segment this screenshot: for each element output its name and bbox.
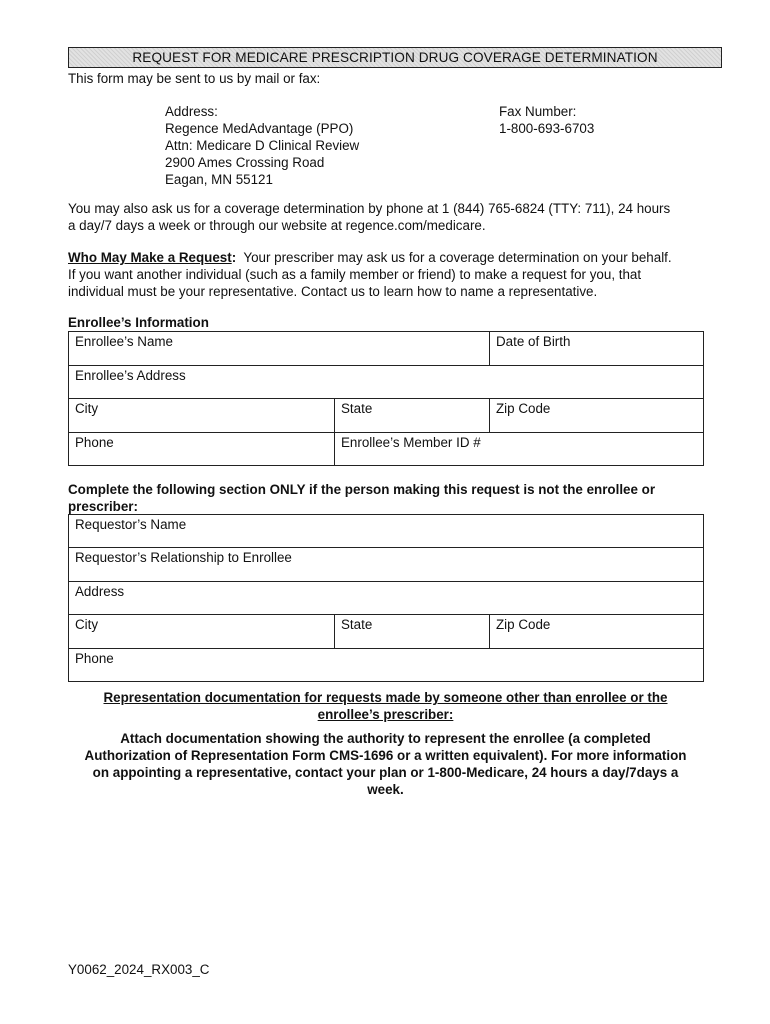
requestor-state-field[interactable]	[335, 615, 490, 649]
enrollee-city-label: City	[75, 401, 99, 416]
representation-heading	[68, 689, 703, 723]
enrollee-phone-label: Phone	[75, 435, 114, 450]
enrollee-member-id-field[interactable]	[335, 433, 704, 466]
requestor-name-label: Requestor’s Name	[75, 517, 187, 532]
enrollee-address-label: Enrollee’s Address	[75, 368, 186, 383]
requestor-phone-field[interactable]	[69, 649, 704, 682]
requestor-heading-line-1: Complete the following section ONLY if the person making this request is not the enrollee or	[68, 482, 656, 497]
who-may-line-3: individual must be your representative. Contact us to learn how to name a representative.	[68, 284, 598, 299]
enrollee-state-label: State	[341, 401, 373, 416]
who-may-colon: :	[231, 250, 237, 265]
requestor-name-field[interactable]	[69, 515, 704, 548]
address-line-1: Regence MedAdvantage (PPO)	[165, 121, 354, 136]
phone-line-1: You may also ask us for a coverage determination by phone at 1 (844) 765-6824 (TTY: 711), 24 hours	[68, 201, 671, 216]
address-label: Address:	[165, 104, 218, 119]
enrollee-member-id-label: Enrollee’s Member ID #	[341, 435, 481, 450]
requestor-zip-label: Zip Code	[496, 617, 551, 632]
representation-body-line-1: Attach documentation showing the authority to represent the enrollee (a completed	[120, 731, 651, 746]
requestor-zip-field[interactable]	[490, 615, 704, 649]
requestor-state-label: State	[341, 617, 373, 632]
enrollee-table	[68, 331, 704, 466]
fax-number: 1-800-693-6703	[499, 121, 595, 136]
enrollee-name-label: Enrollee’s Name	[75, 334, 173, 349]
requestor-heading-line-2: prescriber:	[68, 499, 138, 514]
enrollee-dob-field[interactable]	[490, 332, 704, 366]
enrollee-zip-label: Zip Code	[496, 401, 551, 416]
enrollee-address-field[interactable]	[69, 366, 704, 399]
representation-body-line-3: on appointing a representative, contact your plan or 1-800-Medicare, 24 hours a day/7days a	[92, 765, 679, 780]
address-line-4: Eagan, MN 55121	[165, 172, 273, 187]
representation-heading-line-2: enrollee’s prescriber:	[317, 707, 454, 722]
requestor-relationship-field[interactable]	[69, 548, 704, 582]
requestor-phone-label: Phone	[75, 651, 114, 666]
requestor-city-field[interactable]	[69, 615, 335, 649]
intro-text: This form may be sent to us by mail or fax:	[68, 71, 321, 86]
representation-body-line-4: week.	[367, 782, 404, 797]
fax-block	[499, 103, 594, 137]
phone-line-2: a day/7 days a week or through our website at regence.com/medicare.	[68, 218, 486, 233]
who-may-paragraph	[68, 249, 672, 300]
enrollee-phone-field[interactable]	[69, 433, 335, 466]
requestor-heading	[68, 481, 655, 515]
enrollee-heading: Enrollee’s Information	[68, 315, 209, 330]
enrollee-dob-label: Date of Birth	[496, 334, 571, 349]
representation-heading-line-1: Representation documentation for requests made by someone other than enrollee or the	[103, 690, 668, 705]
phone-paragraph	[68, 200, 670, 234]
mailing-address	[165, 103, 359, 188]
requestor-address-label: Address	[75, 584, 125, 599]
who-may-line-1: Your prescriber may ask us for a coverage determination on your behalf.	[243, 250, 672, 265]
requestor-table	[68, 514, 704, 682]
who-may-heading: Who May Make a Request	[68, 250, 232, 265]
form-title: REQUEST FOR MEDICARE PRESCRIPTION DRUG COVERAGE DETERMINATION	[68, 47, 722, 68]
footer-code: Y0062_2024_RX003_C	[68, 962, 210, 977]
enrollee-name-field[interactable]	[69, 332, 490, 366]
enrollee-zip-field[interactable]	[490, 399, 704, 433]
address-line-2: Attn: Medicare D Clinical Review	[165, 138, 360, 153]
representation-body-line-2: Authorization of Representation Form CMS-1696 or a written equivalent). For more information	[84, 748, 687, 763]
enrollee-state-field[interactable]	[335, 399, 490, 433]
requestor-address-field[interactable]	[69, 582, 704, 615]
who-may-line-2: If you want another individual (such as a family member or friend) to make a request for you, that	[68, 267, 642, 282]
requestor-city-label: City	[75, 617, 99, 632]
address-line-3: 2900 Ames Crossing Road	[165, 155, 325, 170]
enrollee-city-field[interactable]	[69, 399, 335, 433]
fax-label: Fax Number:	[499, 104, 577, 119]
requestor-relationship-label: Requestor’s Relationship to Enrollee	[75, 550, 292, 565]
representation-body	[68, 730, 703, 798]
